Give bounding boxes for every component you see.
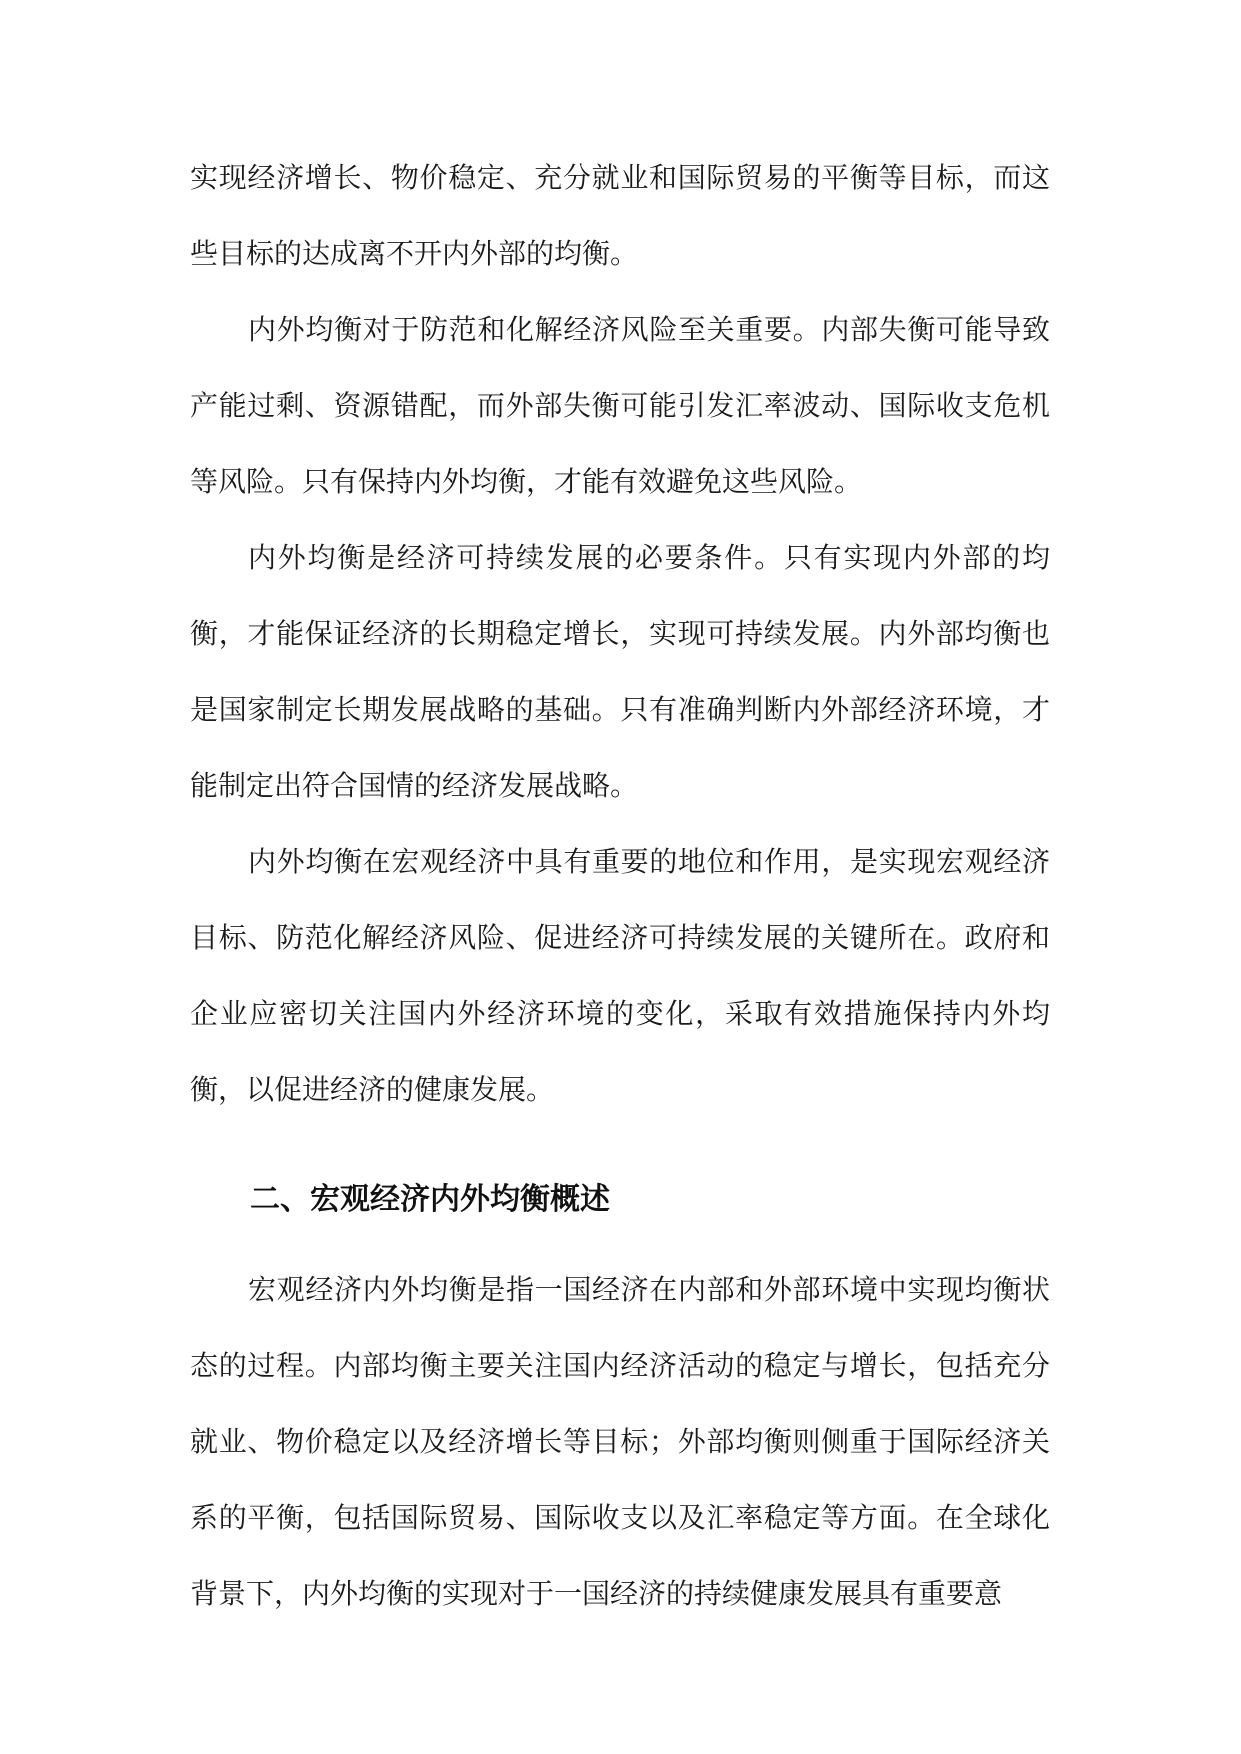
paragraph-2: 内外均衡对于防范和化解经济风险至关重要。内部失衡可能导致产能过剩、资源错配，而外部失衡可能引发汇率波动、国际收支危机等风险。只有保持内外均衡，才能有效避免这些风险。 xyxy=(190,313,1050,498)
document-body xyxy=(190,140,1050,1632)
paragraph-5: 宏观经济内外均衡是指一国经济在内部和外部环境中实现均衡状态的过程。内部均衡主要关注国内经济活动的稳定与增长，包括充分就业、物价稳定以及经济增长等目标；外部均衡则侧重于国际经济关系的平衡，包括国际贸易、国际收支以及汇率稳定等方面。在全球化背景下，内外均衡的实现对于一国经济的持续健康发展具有重要意 xyxy=(190,1273,1050,1610)
section-heading: 二、宏观经济内外均衡概述 xyxy=(250,1182,610,1217)
paragraph-1: 实现经济增长、物价稳定、充分就业和国际贸易的平衡等目标，而这些目标的达成离不开内外部的均衡。 xyxy=(190,161,1050,270)
paragraph-3: 内外均衡是经济可持续发展的必要条件。只有实现内外部的均衡，才能保证经济的长期稳定增长，实现可持续发展。内外部均衡也是国家制定长期发展战略的基础。只有准确判断内外部经济环境，才能制定出符合国情的经济发展战略。 xyxy=(190,541,1050,802)
paragraph-4: 内外均衡在宏观经济中具有重要的地位和作用，是实现宏观经济目标、防范化解经济风险、促进经济可持续发展的关键所在。政府和企业应密切关注国内外经济环境的变化，采取有效措施保持内外均衡，以促进经济的健康发展。 xyxy=(190,845,1050,1106)
